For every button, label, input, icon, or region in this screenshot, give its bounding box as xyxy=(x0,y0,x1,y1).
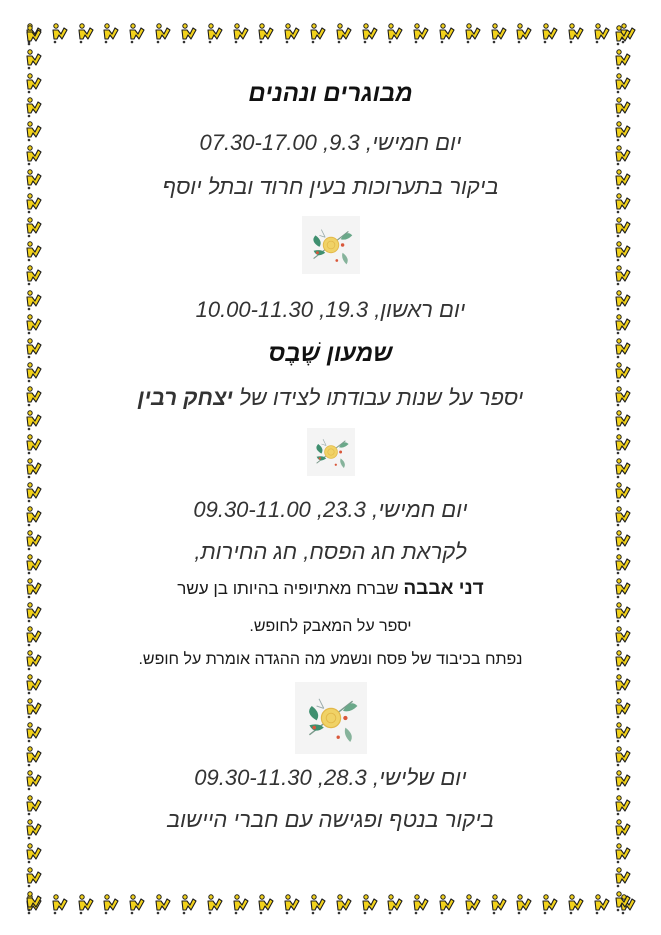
yellow-figure-icon xyxy=(24,457,44,479)
event-description: ביקור בתערוכות בעין חרוד ובתל יוסף xyxy=(162,174,499,199)
yellow-figure-icon xyxy=(24,601,44,623)
yellow-figure-icon xyxy=(24,385,44,407)
yellow-figure-icon xyxy=(613,337,633,359)
yellow-figure-icon xyxy=(24,409,44,431)
speaker-name: דני אבבה xyxy=(403,578,484,599)
yellow-figure-icon xyxy=(613,842,633,864)
yellow-figure-icon xyxy=(613,529,633,551)
yellow-figure-icon xyxy=(24,48,44,70)
flower-bouquet-icon xyxy=(302,216,360,274)
yellow-figure-icon xyxy=(613,457,633,479)
yellow-figure-icon xyxy=(24,144,44,166)
yellow-figure-icon xyxy=(24,361,44,383)
yellow-figure-icon xyxy=(613,433,633,455)
flower-bouquet-icon xyxy=(307,428,355,476)
yellow-figure-icon xyxy=(24,649,44,671)
yellow-figure-icon xyxy=(613,818,633,840)
yellow-figure-icon xyxy=(613,361,633,383)
yellow-figure-icon xyxy=(613,601,633,623)
yellow-figure-icon xyxy=(613,144,633,166)
event-date: יום שלישי, 28.3, 09.30-11.30 xyxy=(194,765,467,790)
yellow-figure-icon xyxy=(24,72,44,94)
yellow-figure-icon xyxy=(613,625,633,647)
page-title: מבוגרים ונהנים xyxy=(248,80,413,107)
border-right xyxy=(613,24,639,912)
yellow-figure-icon xyxy=(613,72,633,94)
yellow-figure-icon xyxy=(24,120,44,142)
event-description: נפתח בכיבוד של פסח ונשמע מה ההגדה אומרת על חופש. xyxy=(138,651,523,668)
yellow-figure-icon xyxy=(24,313,44,335)
yellow-figure-icon xyxy=(24,529,44,551)
yellow-figure-icon xyxy=(613,120,633,142)
yellow-figure-icon xyxy=(613,721,633,743)
yellow-figure-icon xyxy=(24,721,44,743)
yellow-figure-icon xyxy=(24,673,44,695)
yellow-figure-icon xyxy=(24,192,44,214)
yellow-figure-icon xyxy=(24,697,44,719)
yellow-figure-icon xyxy=(24,337,44,359)
event-date: יום חמישי, 9.3, 07.30-17.00 xyxy=(199,130,462,155)
event-description xyxy=(60,385,601,411)
yellow-figure-icon xyxy=(613,697,633,719)
event-description: ביקור בנטף ופגישה עם חברי היישוב xyxy=(167,807,494,832)
yellow-figure-icon xyxy=(613,48,633,70)
yellow-figure-icon xyxy=(24,216,44,238)
yellow-figure-icon xyxy=(24,842,44,864)
yellow-figure-icon xyxy=(613,553,633,575)
event-date: יום ראשון, 19.3, 10.00-11.30 xyxy=(195,297,466,322)
yellow-figure-icon xyxy=(613,385,633,407)
yellow-figure-icon xyxy=(24,745,44,767)
yellow-figure-icon xyxy=(24,890,44,912)
yellow-figure-icon xyxy=(24,625,44,647)
description-text: יספר על שנות עבודתו לצידו של xyxy=(239,385,524,410)
yellow-figure-icon xyxy=(613,192,633,214)
yellow-figure-icon xyxy=(24,769,44,791)
yellow-figure-icon xyxy=(24,505,44,527)
yellow-figure-icon xyxy=(613,24,633,46)
yellow-figure-icon xyxy=(24,553,44,575)
yellow-figure-icon xyxy=(24,481,44,503)
yellow-figure-icon xyxy=(613,481,633,503)
yellow-figure-icon xyxy=(24,818,44,840)
yellow-figure-icon xyxy=(24,866,44,888)
yellow-figure-icon xyxy=(613,216,633,238)
highlighted-name: יצחק רבין xyxy=(137,385,233,410)
yellow-figure-icon xyxy=(613,769,633,791)
yellow-figure-icon xyxy=(613,409,633,431)
yellow-figure-icon xyxy=(613,313,633,335)
yellow-figure-icon xyxy=(24,24,44,46)
flower-bouquet-icon xyxy=(295,682,367,754)
yellow-figure-icon xyxy=(613,649,633,671)
yellow-figure-icon xyxy=(613,168,633,190)
speaker-line xyxy=(60,578,601,600)
yellow-figure-icon xyxy=(613,745,633,767)
event-date: יום חמישי, 23.3, 09.30-11.00 xyxy=(193,497,468,522)
event-subtitle: לקראת חג הפסח, חג החירות, xyxy=(194,539,467,564)
border-left xyxy=(24,24,50,912)
yellow-figure-icon xyxy=(613,505,633,527)
yellow-figure-icon xyxy=(613,289,633,311)
yellow-figure-icon xyxy=(24,433,44,455)
yellow-figure-icon xyxy=(613,866,633,888)
yellow-figure-icon xyxy=(613,673,633,695)
yellow-figure-icon xyxy=(613,96,633,118)
yellow-figure-icon xyxy=(24,264,44,286)
event-description: יספר על המאבק לחופש. xyxy=(249,618,412,635)
yellow-figure-icon xyxy=(24,240,44,262)
yellow-figure-icon xyxy=(613,264,633,286)
speaker-name: שמעון שֶׁבֶס xyxy=(268,340,393,367)
yellow-figure-icon xyxy=(613,240,633,262)
yellow-figure-icon xyxy=(24,96,44,118)
yellow-figure-icon xyxy=(24,794,44,816)
flyer-content xyxy=(60,0,601,935)
yellow-figure-icon xyxy=(24,577,44,599)
yellow-figure-icon xyxy=(613,890,633,912)
yellow-figure-icon xyxy=(24,289,44,311)
yellow-figure-icon xyxy=(24,168,44,190)
yellow-figure-icon xyxy=(613,794,633,816)
yellow-figure-icon xyxy=(613,577,633,599)
speaker-bio: שברח מאתיופיה בהיותו בן עשר xyxy=(177,579,399,598)
